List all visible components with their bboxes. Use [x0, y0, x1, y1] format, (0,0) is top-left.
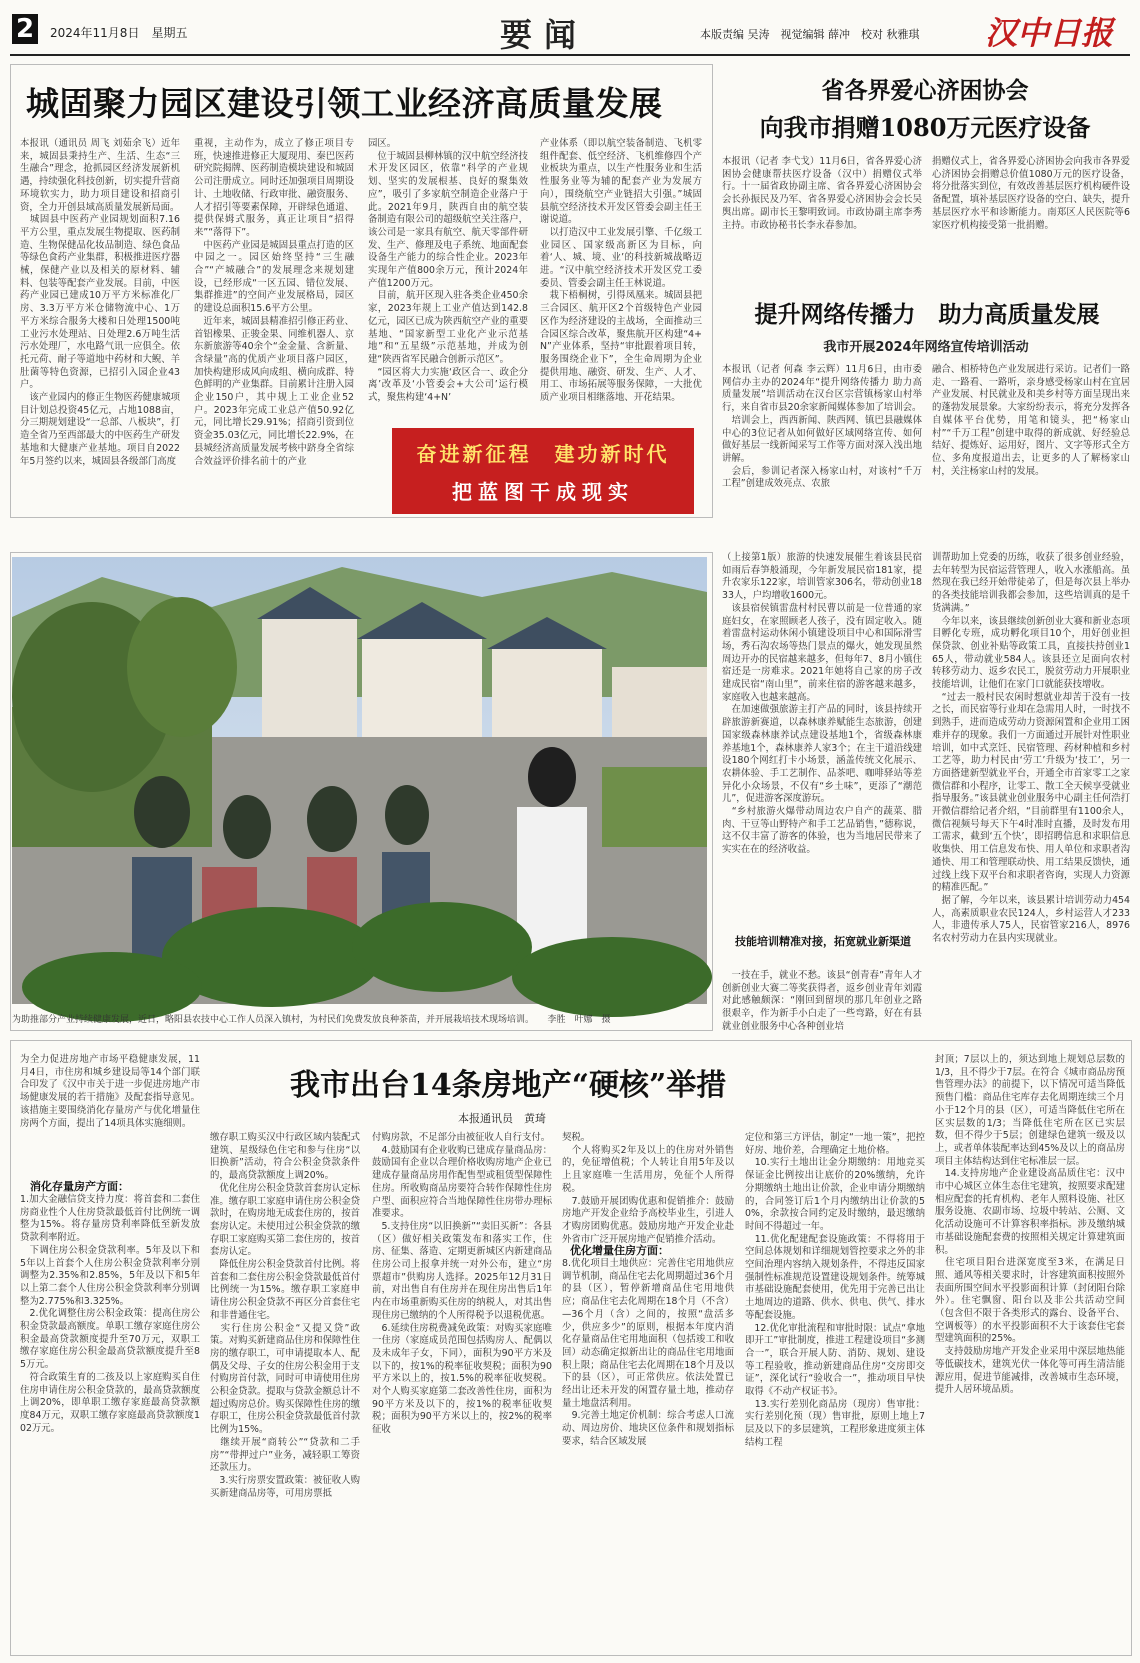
article-5-column-3: 付购房款，不足部分由被征收人自行支付。 4.鼓励国有企业收购已建成存量商品房：鼓励国有企业以合理价格收购房地产企业已建成存量商品房用作配售型或租赁型保障性住房。所收购商品房要符合转作保障性住房户型、面积应符合当地保障性住房带办理标准要求。 5.支持住房“以旧换新”“卖旧买新”：各县（区）做好相关政策发布和落实工作，住房、征集、落造、定期更新城区内新建商品住房公司上报拿并统一对外公布，建立“房票超市”供购房人选择。2025年12月31日前，对出售自有住房并在现住房出售后1年内在市场重新购买住房的纳税人，对其出售现住房已缴纳的个人所得税予以退税优惠。 6.延续住房税费减免政策：对购买家庭唯一住房（家庭成员范围包括购房人、配偶以及未成年子女，下同），面积为90平方米及以下的，按1%的税率征收契税；面积为90平方米以上的，按1.5%的税率征收契税。对个人购买家庭第二套改善性住房，面积为90平方米及以下的，按1%的税率征收契税；面积为90平方米以上的，按2%的税率征收	[372, 1132, 552, 1436]
slogan-line-2: 把蓝图干成现实	[452, 480, 634, 504]
article-1-column-4: 产业体系（即以航空装备制造、飞机零组件配套、低空经济、飞机维修四个产业板块为重点，以生产性服务业和生活性服务业等为辅的配套产业为发展方向），围绕航空产业链招大引强。”城固县航空经济技术开发区管委会副主任王谢说道。 以打造汉中工业发展引擎、千亿级工业园区、国家级高新区为目标，向着‘人、城、境、业’的科技新城战略迈进。“汉中航空经济技术开发区党工委委员、管委会副主任王林说道。 栽下梧桐树，引得凤凰来。城固县把三合园区、航开区2个首级特色产业园区作为经济建设的主战场，全面推动三合园区综合改革，聚焦航开区构建“4+N”产业体系，坚持“审批跟着项目转，服务围绕企业下”，全生命周期为企业提供用地、融资、研发、生产、人才、用工、市场拓展等服务保障，一大批优质产业项目相继落地、开花结果。	[540, 138, 702, 404]
article-5-column-4: 契税。 个人将购买2年及以上的住房对外销售的，免征增值税；个人转让自用5年及以上且家庭唯一生活用房，免征个人所得税。 7.鼓励开展团购优惠和促销推介：鼓励房地产开发企业给予高校毕业生，引进人才购房团购优惠。鼓励房地产开发企业赴外省市广泛开展房地产促销推介活动。	[562, 1132, 734, 1245]
article-2-headline-line-1: 省各界爱心济困协会	[821, 77, 1029, 104]
slogan-banner	[392, 428, 694, 514]
article-5-subheading-2: 优化增量住房方面：	[570, 1244, 669, 1257]
article-5-column-2: 缴存职工购买汉中行政区域内装配式建筑、星级绿色住宅和参与住房“以旧换新”活动，符合公积金贷款条件的，最高贷款额度上调20%。 优化住房公积金贷款首套房认定标准。缴存职工家庭申请住房公积金贷款时，在购房地无成套住房的，按首套房认定。未使用过公积金贷款的缴存职工家庭购买第二套住房的，按首套房认定。 降低住房公积金贷款首付比例。将首套和二套住房公积金贷款最低首付比例统一为15%。缴存职工家庭申请住房公积金贷款不再区分首套住宅和非普通住宅。 实行住房公积金“又提又贷”政策。对购买新建商品住房和保障性住房的缴存职工，可申请提取本人、配偶及父母、子女的住房公积金用于支付购房首付款，同时可申请使用住房公积金贷款。提取与贷款金额总计不超过购房总价。购买保障性住房的缴存职工，住房公积金贷款最低首付款比例为15%。 继续开展“商转公”“贷款和二手房”“带押过户”业务，减轻职工筹资还款压力。 3.实行房票安置政策：被征收人购买新建商品房等，可用房票抵	[210, 1132, 361, 1499]
article-5-column-5: 定位和第三方评估，制定“一地一策”，把控好房、地价差，合理确定土地价格。 10.实行土地出让金分期缴纳：用地竞买保证金比例按出让底价的20%缴纳，允许分期缴纳土地出让价款，企业申请分期缴纳的，合同签订后1个月内缴纳出让价款的50%，余款按合同约定及时缴纳，最迟缴纳时间不得超过一年。 11.优化配建配套设施政策：不得将用于空间总体规划和详细规划管控要求之外的非空间治理内容纳入规划条件，不得违反国家强制性标准规范设置建设规划条件。统筹城市基础设施配套使用，优先用于完善已出让土地周边的道路、供水、供电、供气、排水等配套设施。 12.优化审批流程和审批时限：试点“拿地即开工”审批制度，推进工程建设项目“多测合一”，联合开展人防、消防、规划、建设等工程验收，推动新建商品住房“交房即交证”，深化试行“验收合一”，推动项目早快取得《不动产权证书》。 13.实行差别化商品房（现房）售审批：实行差别化预（现）售审批，原则上地上7层及以下的多层建筑，工程形象进度须主体结构工程	[745, 1132, 925, 1448]
article-5-column-4b: 8.优化项目土地供应：完善住宅用地供应调节机制，商品住宅去化周期超过36个月的县（区），暂停新增商品住宅用地供应；商品住宅去化周期在18个月（不含）—36个月（含）之间的，按照“盘活多少，供应多少”的原则，根据本年度内消化存量商品住宅用地面积（包括竣工和收回）动态确定拟新出让的商品住宅用地面积上限；商品住宅去化周期在18个月及以下的县（区），可正常供应。依法处置已经出让还未开发的闲置存量土地，推动存量土地盘活利用。 9.完善土地定价机制：综合考虑人口流动、周边房价、地块区位条件和规划指标要求，结合区域发展	[562, 1258, 734, 1447]
article-2-column-2: 捐赠仪式上，省各界爱心济困协会向我市各界爱心济困协会捐赠总价值1080万元的医疗设备，将分批落实到位，有效改善基层医疗机构硬件设备配置，填补基层医疗设备的空白、缺失，提升基层医疗水平和诊断能力。南郑区人民医院等6家医疗机构接受第一批捐赠。	[932, 156, 1130, 231]
page-number: 2	[12, 14, 38, 44]
news-photo	[12, 557, 707, 1004]
article-5-intro: 为全力促进房地产市场平稳健康发展，11月4日，市住房和城乡建设局等14个部门联合印发了《汉中市关于进一步促进房地产市场健康发展的若干措施》及配套指导意见。该措施主要围绕消化存量房产与优化增量住房两个方面，提出了14项具体实施细则。	[20, 1054, 200, 1129]
article-2-column-1: 本报讯（记者 李弋戈）11月6日，省各界爱心济困协会健康帮扶医疗设备（汉中）捐赠仪式举行。十一届省政协副主席、省各界爱心济困协会会长孙振民及乃军、省各界爱心济困协会会长吴舆出席。副市长王黎明致词。市政协副主席李秀主持。市政协秘书长李永春参加。	[722, 156, 922, 231]
article-3-column-1: 本报讯（记者 何森 李云辉）11月6日，由市委网信办主办的2024年“提升网络传播力 助力高质量发展”培训活动在汉台区宗营镇杨家山村举行，来自省市县20余家新闻媒体参加了培训会。 培训会上，西西新闻、陕西网、镇巴县融媒体中心的3位记者从如何做好区域网络宣传、如何做好基层一线新闻采写工作等方面对深入浅出地讲解。 会后，参训记者深入杨家山村，对该村“千万工程”创建成效亮点、农旅	[722, 364, 922, 490]
article-3-column-2: 融合、相桥特色产业发展进行采访。记者们一路走、一路看、一路听，亲身感受杨家山村在宜居产业发展、村民就业及和美乡村等方面呈现出来的蓬勃发展景象。大家纷纷表示，将充分发挥各自媒体平台优势，用笔和镜头，把“杨家山村”“千万工程”创建中取得的新成就、好经验总结好、提炼好、运用好，图片、文字等形式全方位、多角度报道出去，让更多的人了解杨家山村，关注杨家山村的发展。	[932, 364, 1130, 477]
article-1-column-2: 重视，主动作为，成立了修正项目专班，快速推进修正大厦现用、秦巴医药研究院揭牌、医药制造模块建设和城固公司注册成立。同时还加强项目周期设计、土地收储、行政审批、融资服务、人才招引等要素保障，开辟绿色通道、提供保姆式服务，真正让项目“招得来”“落得下”。 中医药产业园是城固县重点打造的区中园之一。园区始终坚持“三生融合”“产城融合”的发展理念来规划建设，已经形成“一区五园、错位发展、集群推进”的空间产业发展格局，园区的建设总面积15.6平方公里。 近年来，城固县精准招引修正药业、首铝橡果、正骏金果、同维机器人、京东新旅游等40余个“金金量、含新量、含绿量”高的优质产业项目落户园区，加快构建形成风向成组、横向成群、特色鲜明的产业集群。目前累计注册入园企业150户，其中规上工业企业52户。2023年完成工业总产值50.92亿元，同比增长29.91%；招商引资到位资金35.03亿元，同比增长22.9%，在县城经济高质量发展考核中跻身全省综合效益评价排名前十的产业	[194, 138, 354, 467]
article-1-headline: 城固聚力园区建设引领工业经济高质量发展	[26, 84, 663, 123]
article-2-headline-line-2: 向我市捐赠1080万元医疗设备	[759, 113, 1091, 142]
photo-caption: 为助推部分产业持续健康发展，近日，略阳县农技中心工作人员深入镇村，为村民们免费发放良种茶苗，并开展栽培技术现场培训。 李胜 叶娜 摄	[12, 1015, 611, 1025]
article-3-headline: 提升网络传播力 助力高质量发展	[754, 301, 1100, 328]
issue-date: 2024年11月8日 星期五	[50, 26, 188, 40]
slogan-line-1: 奋进新征程 建功新时代	[416, 442, 670, 466]
article-4-subheading: 技能培训精准对接，拓宽就业新渠道	[735, 935, 911, 948]
article-5-column-6: 封顶；7层以上的，须达到地上规划总层数的1/3，且不得少于7层。在符合《城市商品房预售管理办法》的前提下，以下情况可适当降低预售门槛：商品住宅库存去化周期连续三个月小于12个月的县（区），可适当降低住宅所在区实层数的1/3；当降低住宅所在区已实层数，但不得少于5层；创建绿色建筑一级及以上，或者单体装配率达到45%及以上的商品房项目主体结构达到住宅标准层一层。 14.支持房地产企业建设高品质住宅：汉中市中心城区立体生态住宅建筑，按照要求配建相应配套的托育机构、老年人照料设施、社区服务设施、农副市场、垃圾中转站、公厕、文化活动设施可不计算容积率指标。涉及缴纳城市基础设施配套费的按照相关规定计算建筑面积。 住宅项目阳台进深宽度至3米，在满足日照、通风等相关要求时，计容建筑面积按照外表面所围空间水平投影面积计算（封闭阳台除外）。住宅飘窗、阳台以及非公共活动空间（包含但不限于各类形式的露台、设备平台、空调板等）的水平投影面积不大于该套住宅套型建筑面积的25%。 支持鼓励房地产开发企业采用中深层地热能等低碳技术，建筑光伏一体化等可再生清洁能源应用，促进节能减排，改善城市生态环境，提升人居环境品质。	[935, 1054, 1125, 1396]
article-1-column-3: 园区。 位于城固县柳林镇的汉中航空经济技术开发区园区，依靠“科学的产业规划、坚实的发展根基、良好的聚集效应”，吸引了多家航空制造企业落户于此。2021年9月，陕西自由的航空装备制造有限公司的超级航空关注落户，该公司是一家具有航空、航天零部件研发、生产、修理及电子系统、地面配套设备生产能力的综合性企业。2023年实现年产值800余万元，预计2024年产值1200万元。 目前，航开区现入驻各类企业450余家，2023年规上工业产值达到142.8亿元，园区已成为陕西航空产业的重要基地、“国家新型工业化产业示范基地”和“五星级”示范基地，并成为创建“陕西省军民融合创新示范区”。 “园区将大力实施‘政区合一、政企分离’改革及‘小管委会+大公司’运行模式，聚焦构建‘4+N’	[368, 138, 528, 404]
newspaper-logo: 汉中日报	[985, 14, 1114, 52]
article-1-column-1: 本报讯（通讯员 周飞 刘茹余飞）近年来，城固县秉持生产、生活、生态“三生融合”理念，抢抓园区经济发展新机遇，持续强化科技创新，切实提升营商环境软实力，助力项目建设和招商引资，全力开创县域高质量发展新局面。 城固县中医药产业园规划面积7.16平方公里，重点发展生物提取、医药制造、生物保健品化妆品制造、绿色食品等绿色食药产业集群，积极推进医疗器械，保健产业以及相关的原材料、辅料、包装等配套产业发展。目前，中医药产业园已建成10万平方米标准化厂房、3.3万平方米仓储物流中心、1万平方米综合服务大楼和日处理1500吨工业污水处理站、日处理2.6万吨生活污水处理厂，水电路气讯一应俱全。依托元荷、耐子等道地中药材和大鲵、羊肚菌等特色资源，已招引入园企业43户。 该产业园内的修正生物医药健康城项目计划总投资45亿元，占地1088亩，分三期规划建设“一总部、八板块”，打造全省乃至西部最大的中医药生产研发基地和大健康产业基地。项目自2022年5月签约以来，城固县各级部门高度	[20, 138, 180, 467]
article-4-column-1b: 一技在手，就业不愁。该县“创青春”青年人才创新创业大赛二等奖获得者，返乡创业青年刘霞对此感触颇深：“刚回到留坝的那几年创业之路很艰辛，作为新手小白走了一些弯路，好在有县就业创业服务中心各种创业培	[722, 970, 922, 1032]
article-4-column-1: （上接第1版）旅游的快速发展催生着该县民宿如雨后春笋般涌现，今年新发展民宿181家，提升农家乐122家，培训管家306名，带动创业1833人，户均增收1600元。 该县宿侯镇雷盘村村民曹以前是一位普通的家庭妇女，在家照顾老人孩子，没有固定收入。随着雷盘村运动休闲小镇建设项目中心和国际滑雪场，秀石沟农场等热门景点的爆火，她发现虽然周边开办的民宿越来越多，但每年7、8月小镇住宿还是一房难求。2021年她将自己家的房子改建成民宿“南山里”，前来住宿的游客越来越多，家庭收入也越来越高。 在加速做强旅游主打产品的同时，该县持续开辟旅游新赛道，以森林康养赋能生态旅游，创建国家级森林康养试点建设基地1个，省级森林康养基地1个，森林康养人家3个；在主干道沿线建设180个网红打卡小场景，涵盖传统文化展示、农耕体验、手工艺制作、品茶吧、咖啡驿站等差异化小众场景，不仅有“乡土味”，更添了“潮范儿”，促进游客深度游玩。 “乡村旅游火爆带动周边农户自产的蔬菜、腊肉、干豆等山野特产和手工艺品销售，”德称说，这不仅丰富了游客的体验，也为当地居民带来了实实在在的经济收益。	[722, 552, 922, 856]
article-4-column-2: 训帮助加上党委的历练，收获了很多创业经验，去年转型为民宿运营管理人，收入水涨船高。虽然现在我已经开始带徒弟了，但是每次县上举办的各类技能培训我都会参加，这些培训真的是千货满满。” 今年以来，该县继续创新创业大赛和新业态项目孵化专班，成功孵化项目10个，用好创业担保贷款、创业补贴等政策工具，直接扶持创业165人，带动就业584人。该县还立足面向农村转移劳动力、返乡农民工，脱贫劳动力开展职业技能培训，让他们在家门口就能获技增收。 “过去一般村民农闲时想就业却苦于没有一技之长，而民宿等行业却在急需用人时，一时找不到熟手，进而造成劳动力资源闲置和企业用工困难并存的现象。我们一方面通过开展针对性职业培训，如中式烹饪、民宿管理、药材种植和乡村工艺等，助力村民由‘劳工’升级为‘技工’，另一方面搭建新型就业平台，开通全市首家零工之家微信群和小程序，让零工、散工全天候享受就业指导服务。”该县就业创业服务中心副主任何浩打开微信群给记者介绍，“目前群里有1100余人，微信视频号每天下午4时准时直播，及时发布用工需求，截到‘五个快’，即招聘信息和求职信息收集快、用工信息发布快、用人单位和求职者沟通快、用工和管理联动快、用工结果反馈快，通过线上线下双平台和求职者咨询，实现人力资源的精准匹配。” 据了解，今年以来，该县累计培训劳动力454人，高素质职业农民124人，乡村运营人才233人，非遗传承人75人，民宿管家216人，8976名农村劳动力在县内实现就业。	[932, 552, 1130, 945]
section-title: 要闻	[500, 16, 589, 54]
article-5-column-1: 1.加大金融信贷支持力度：将首套和二套住房商业性个人住房贷款最低首付比例统一调整为15%。将存量房贷利率降低至新发放贷款利率附近。 下调住房公积金贷款利率。5年及以下和5年以上首套个人住房公积金贷款利率分别调整为2.35%和2.85%，5年及以下和5年以上第二套个人住房公积金贷款利率分别调整为2.775%和3.325%。 2.优化调整住房公积金政策：提高住房公积金贷款最高额度。单职工缴存家庭住房公积金最高贷款额度提升至70万元，双职工缴存家庭住房公积金最高贷款额度提升至85万元。 符合政策生育的二孩及以上家庭购买自住住房申请住房公积金贷款的，最高贷款额度上调20%，即单职工缴存家庭最高贷款额度84万元，双职工缴存家庭最高贷款额度102万元。	[20, 1194, 200, 1434]
article-3-subtitle: 我市开展2024年网络宣传培训活动	[823, 340, 1029, 355]
tea-seedling-training-photo	[12, 557, 707, 1004]
masthead-rule	[10, 54, 1130, 56]
article-5-subheading-1: 消化存量房产方面：	[30, 1180, 129, 1193]
article-5-byline: 本报通讯员 黄琦	[458, 1112, 546, 1125]
article-5-headline: 我市出台14条房地产“硬核”举措	[290, 1068, 727, 1103]
editor-credits: 本版责编 吴涛 视觉编辑 薛冲 校对 秋雅琪	[700, 28, 920, 41]
